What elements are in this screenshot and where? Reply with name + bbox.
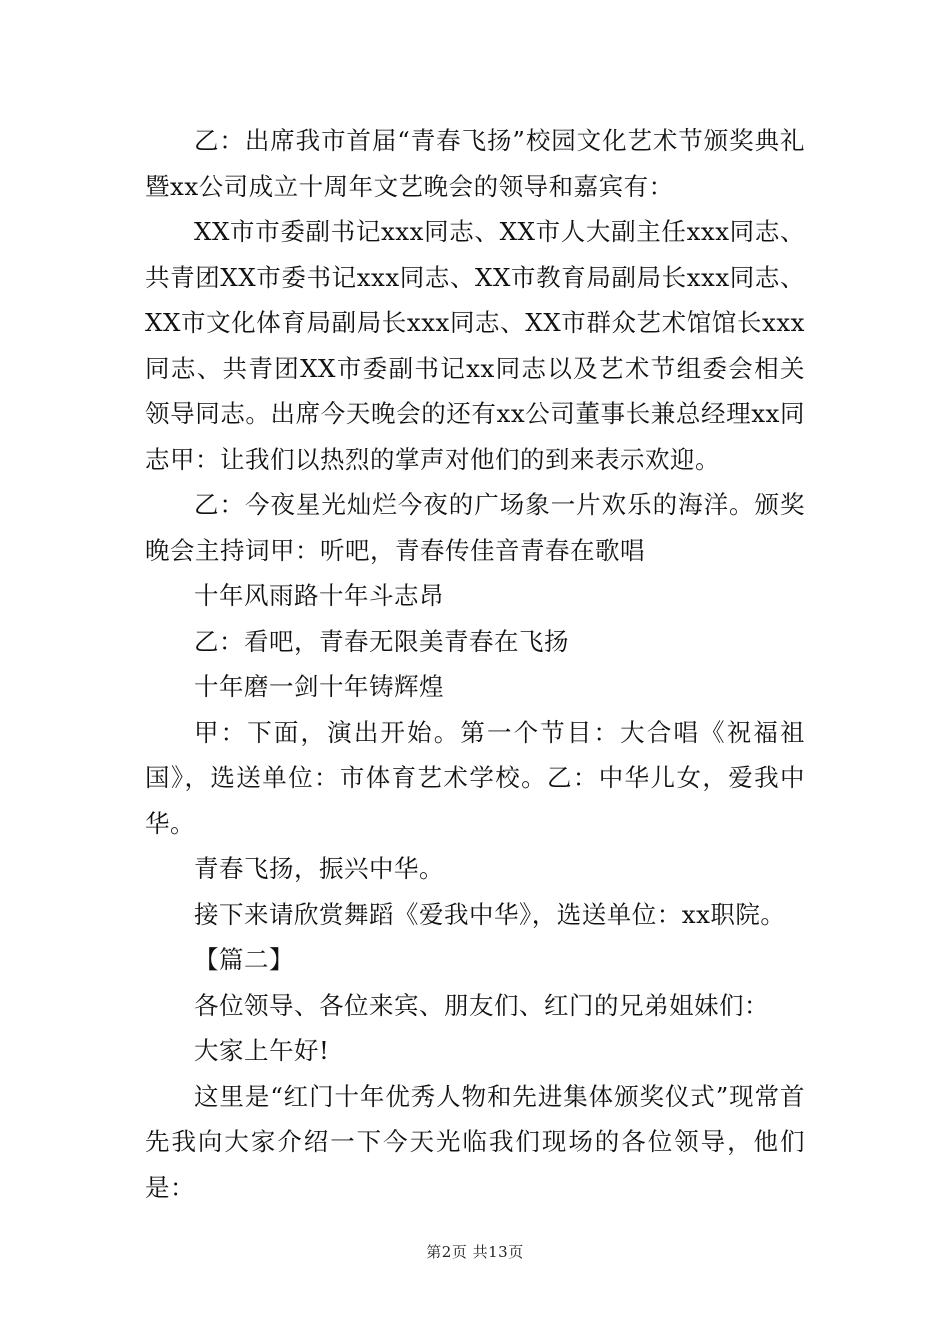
paragraph-9: 接下来请欣赏舞蹈《爱我中华》，选送单位：xx职院。: [194, 899, 786, 929]
page-number-footer: 第2页 共13页: [426, 1243, 524, 1261]
paragraph-8: 青春飞扬，振兴中华。: [194, 854, 444, 883]
paragraph-3: 乙：今夜星光灿烂今夜的广场象一片欢乐的海洋。颁奖晚会主持词甲：听吧，青春传佳音青春在歌唱: [145, 490, 805, 565]
paragraph-13: 这里是“红门十年优秀人物和先进集体颁奖仪式”现常首先我向大家介绍一下今天光临我们现场的各位领导，他们是：: [145, 1081, 805, 1202]
document-body: [145, 118, 805, 1210]
paragraph-1: 乙：出席我市首届“青春飞扬”校园文化艺术节颁奖典礼暨xx公司成立十周年文艺晚会的领导和嘉宾有：: [145, 126, 805, 201]
paragraph-12: 大家上午好!: [194, 1036, 330, 1065]
paragraph-2: XX市市委副书记xxx同志、XX市人大副主任xxx同志、共青团XX市委书记xxx同志、XX市教育局副局长xxx同志、XX市文化体育局副局长xxx同志、XX市群众艺术馆馆长xxx同志、共青团XX市委副书记xx同志以及艺术节组委会相关领导同志。出席今天晚会的还有xx公司董事长兼总经理xx同志甲：让我们以热烈的掌声对他们的到来表示欢迎。: [145, 217, 805, 474]
paragraph-5: 乙：看吧，青春无限美青春在飞扬: [194, 626, 569, 656]
section-heading: 【篇二】: [194, 945, 294, 974]
paragraph-11: 各位领导、各位来宾、朋友们、红门的兄弟姐妹们：: [194, 990, 769, 1020]
paragraph-4: 十年风雨路十年斗志昂: [194, 581, 444, 610]
paragraph-6: 十年磨一剑十年铸辉煌: [194, 672, 444, 701]
paragraph-7: 甲：下面，演出开始。第一个节目：大合唱《祝福祖国》，选送单位：市体育艺术学校。乙：中华儿女，爱我中华。: [145, 717, 805, 838]
